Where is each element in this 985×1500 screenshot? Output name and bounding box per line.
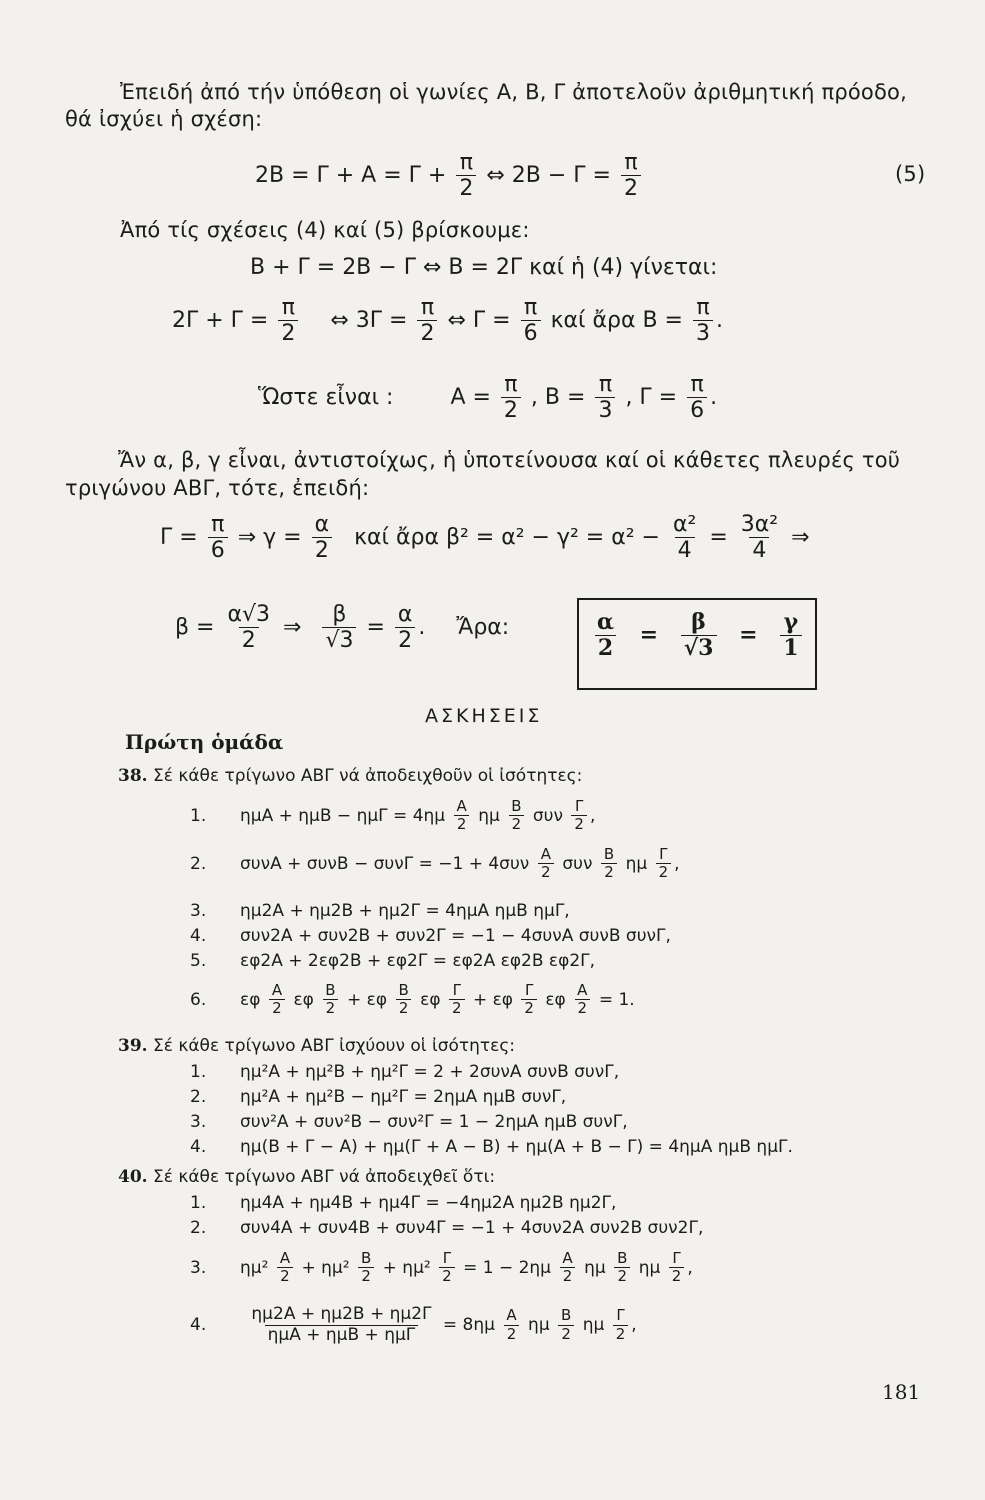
result-angles: Ὥστε εἶναι : Α = $\frac{\pi}{2}$ , Β = $\frac{\pi}{3}$ , Γ = $\frac{\pi}{6}$ . [258,372,718,424]
exercise-38-item-1: 1. ημΑ + ημΒ − ημΓ = 4ημ $\frac{A}{2}$ ημ $\frac{B}{2}$ συν $\frac{\Gamma}{2}$ , [190,797,596,834]
equation-gamma-side: Γ = $\frac{\pi}{6}$ ⇒ γ = $\frac{\alpha}{2}$ καί ἄρα β² = α² − γ² = α² − $\frac{\text{α²}}{4}$ = $\frac{\text{3α²}}{4}$ ⇒ [160,512,810,564]
equation-label-5: (5) [895,162,926,186]
exercise-38-heading: 38. Σέ κάθε τρίγωνο ΑΒΓ νά ἀποδειχθοῦν οἱ ἰσότητες: [118,766,583,786]
exercise-40-item-3: 3. ημ² $\frac{A}{2}$ + ημ² $\frac{B}{2}$ + ημ² $\frac{\Gamma}{2}$ = 1 − 2ημ $\frac{A}{2}$ ημ $\frac{B}{2}$ ημ $\frac{\Gamma}{2}$ , [190,1249,693,1286]
group-heading: Πρώτη ὁμάδα [125,730,284,754]
exercise-40-item-2: 2. συν4Α + συν4Β + συν4Γ = −1 + 4συν2Α συν2Β συν2Γ, [190,1218,704,1238]
sides-line-1: Ἄν α, β, γ εἶναι, ἀντιστοίχως, ἡ ὑποτείνουσα καί οἱ κάθετες πλευρές τοῦ [118,448,901,472]
intro-line-2: θά ἰσχύει ἡ σχέση: [65,107,263,131]
equation-gamma: 2Γ + Γ = $\frac{\pi}{2}$ ⇔ 3Γ = $\frac{\pi}{2}$ ⇔ Γ = $\frac{\pi}{6}$ καί ἄρα Β = $\frac{\pi}{3}$ . [172,295,723,347]
exercise-40-heading: 40. Σέ κάθε τρίγωνο ΑΒΓ νά ἀποδειχθεῖ ὅτι: [118,1167,496,1187]
equation-beta: β = $\frac{\alpha√3}{2}$ ⇒ $\frac{\beta}{√3}$ = $\frac{\alpha}{2}$ . Ἄρα: [175,602,510,654]
from-relations-text: Ἀπό τίς σχέσεις (4) καί (5) βρίσκουμε: [120,218,530,242]
exercise-39-heading: 39. Σέ κάθε τρίγωνο ΑΒΓ ἰσχύουν οἱ ἰσότητες: [118,1036,516,1056]
sides-line-2: τριγώνου ΑΒΓ, τότε, ἐπειδή: [65,476,370,500]
exercise-39-item-1: 1. ημ²Α + ημ²Β + ημ²Γ = 2 + 2συνΑ συνΒ συνΓ, [190,1062,620,1082]
section-heading: ΑΣΚΗΣΕΙΣ [425,705,543,727]
page-number: 181 [882,1380,921,1404]
exercise-39-item-4: 4. ημ(Β + Γ − Α) + ημ(Γ + Α − Β) + ημ(Α + Β − Γ) = 4ημΑ ημΒ ημΓ. [190,1137,793,1157]
exercise-38-item-2: 2. συνΑ + συνΒ − συνΓ = −1 + 4συν $\frac{A}{2}$ συν $\frac{B}{2}$ ημ $\frac{\Gamma}{2}$ , [190,845,680,882]
exercise-38-item-3: 3. ημ2Α + ημ2Β + ημ2Γ = 4ημΑ ημΒ ημΓ, [190,901,570,921]
exercise-40-item-4: 4. ημ2Α + ημ2Β + ημ2Γ ημΑ + ημΒ + ημΓ = 8ημ $\frac{A}{2}$ ημ $\frac{B}{2}$ ημ $\frac{\Gamma}{2}$ , [190,1304,637,1345]
intro-line-1: Ἐπειδή ἀπό τήν ὑπόθεση οἱ γωνίες Α, Β, Γ ἀποτελοῦν ἀριθμητική πρόοδο, [120,80,907,104]
exercise-38-item-6: 6. εφ $\frac{A}{2}$ εφ $\frac{B}{2}$ + εφ $\frac{B}{2}$ εφ $\frac{\Gamma}{2}$ + εφ $\frac{\Gamma}{2}$ εφ $\frac{A}{2}$ = 1. [190,981,635,1018]
exercise-40-item-1: 1. ημ4Α + ημ4Β + ημ4Γ = −4ημ2Α ημ2Β ημ2Γ, [190,1193,617,1213]
exercise-39-item-3: 3. συν²Α + συν²Β − συν²Γ = 1 − 2ημΑ ημΒ συνΓ, [190,1112,628,1132]
exercise-38-item-4: 4. συν2Α + συν2Β + συν2Γ = −1 − 4συνΑ συνΒ συνΓ, [190,926,671,946]
equation-b-g: Β + Γ = 2Β − Γ ⇔ Β = 2Γ καί ἡ (4) γίνεται: [250,255,718,280]
boxed-result: $\frac{\alpha}{2}$ = $\frac{\beta}{√3}$ = $\frac{\gamma}{1}$ [577,598,817,690]
equation-5: 2Β = Γ + Α = Γ + $\frac{\pi}{2}$ ⇔ 2Β − Γ = $\frac{\pi}{2}$ [255,150,644,202]
exercise-38-item-5: 5. εφ2Α + 2εφ2Β + εφ2Γ = εφ2Α εφ2Β εφ2Γ, [190,951,596,971]
exercise-39-item-2: 2. ημ²Α + ημ²Β − ημ²Γ = 2ημΑ ημΒ συνΓ, [190,1087,567,1107]
